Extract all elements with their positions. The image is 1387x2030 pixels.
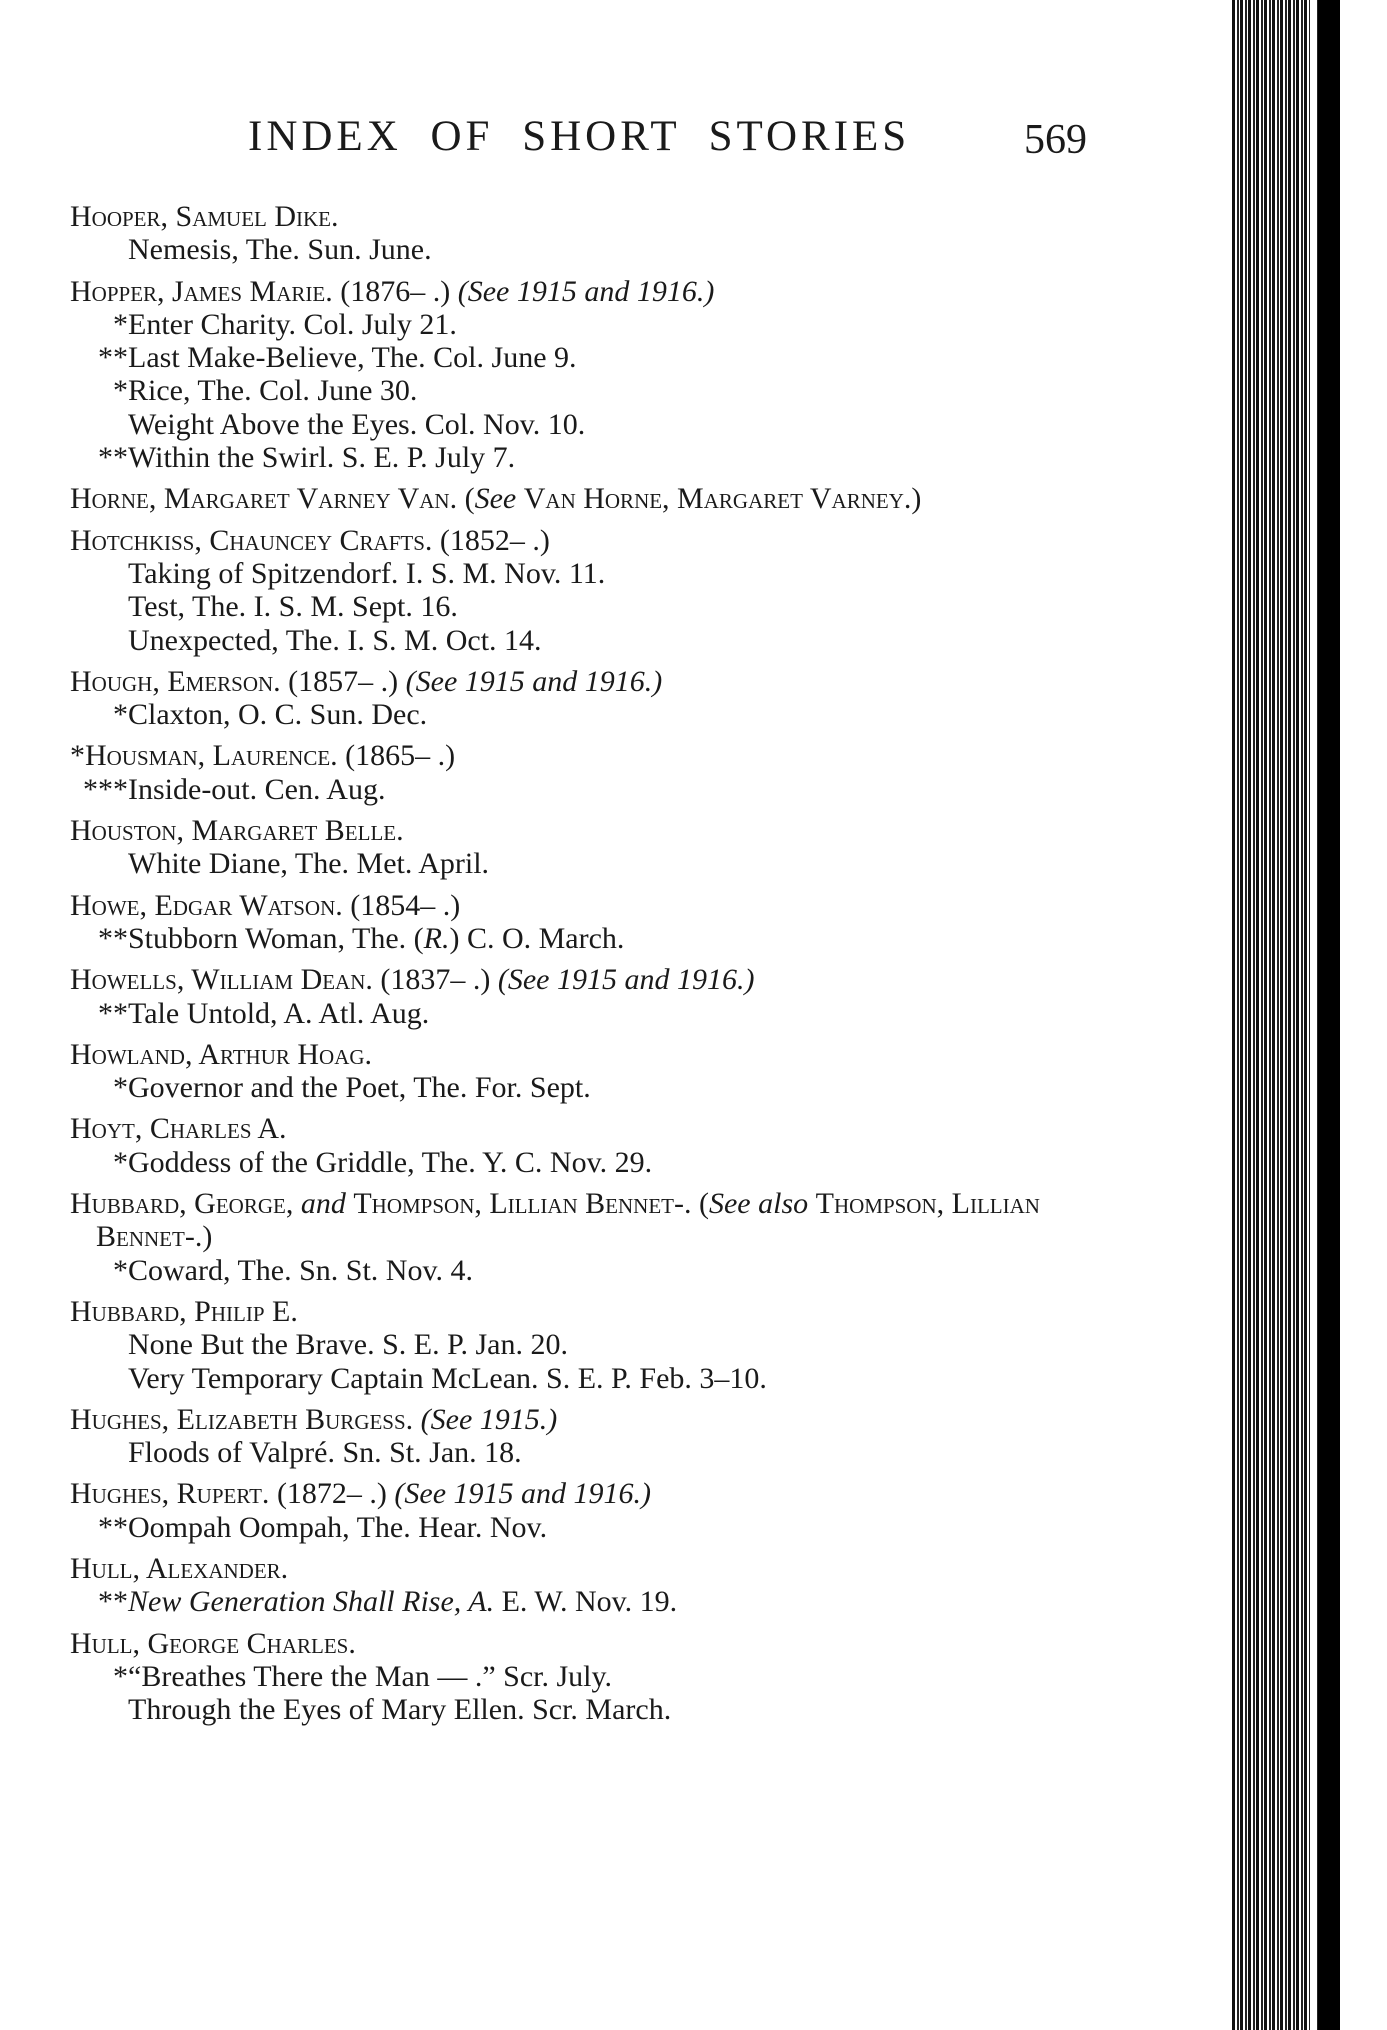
author-segment: Thompson, Lillian Bennet-. (353, 1187, 692, 1221)
author-segment: Hooper, Samuel Dike. (70, 200, 339, 233)
title-segment: Oompah Oompah, The. Hear. Nov. (128, 1510, 548, 1544)
index-entry (70, 739, 1110, 806)
author-segment: Thompson, Lillian Bennet-. (96, 1187, 1040, 1254)
rating-stars: *** (83, 772, 128, 806)
author-segment: (1837– .) (372, 963, 498, 997)
story-title (70, 1362, 1110, 1395)
story-title (70, 922, 1110, 955)
author-segment: (See 1915 and 1916.) (457, 274, 715, 308)
author-segment: See also (708, 1187, 809, 1221)
story-title (70, 773, 1110, 806)
index-entry (70, 963, 1110, 1030)
story-title (70, 441, 1110, 474)
title-segment: Within the Swirl. S. E. P. July 7. (128, 441, 516, 475)
index-entry (70, 1187, 1110, 1287)
author-segment: (See 1915 and 1916.) (405, 664, 663, 698)
title-segment: “Breathes There the Man — .” Scr. July. (128, 1659, 613, 1693)
author-line (70, 739, 1110, 772)
rating-stars: * (113, 1253, 128, 1287)
title-segment: Stubborn Woman, The. ( (128, 921, 424, 955)
title-segment: Test, The. I. S. M. Sept. 16. (128, 590, 458, 624)
author-segment: Hubbard, Philip E. (70, 1294, 298, 1328)
author-segment: Hughes, Elizabeth Burgess. (70, 1402, 414, 1436)
author-segment: Houston, Margaret Belle. (70, 814, 404, 848)
page-edge-dark (1318, 0, 1340, 2030)
author-segment: Hubbard, George, (70, 1187, 294, 1221)
author-segment: Hull, Alexander. (70, 1551, 289, 1585)
story-title (70, 624, 1110, 657)
rating-stars: * (113, 1145, 128, 1179)
title-segment: Weight Above the Eyes. Col. Nov. 10. (128, 407, 586, 441)
index-entry (70, 814, 1110, 881)
author-segment: (See 1915 and 1916.) (497, 963, 755, 997)
story-title (70, 847, 1110, 880)
index-entry (70, 1552, 1110, 1619)
title-segment: Rice, The. Col. June 30. (128, 374, 418, 408)
title-segment: Nemesis, The. Sun. June. (128, 233, 432, 267)
author-line (70, 1295, 1110, 1328)
rating-stars: ** (98, 441, 128, 475)
story-title (70, 374, 1110, 407)
story-title (70, 1511, 1110, 1544)
title-segment: Taking of Spitzendorf. I. S. M. Nov. 11. (128, 556, 606, 590)
rating-stars: * (113, 307, 128, 341)
author-segment: (1857– .) (280, 664, 406, 698)
index-entry (70, 200, 1110, 267)
author-line (70, 814, 1110, 847)
author-segment: Horne, Margaret Varney Van. (70, 482, 458, 516)
author-segment (516, 482, 524, 515)
title-segment: New Generation Shall Rise, A. (128, 1585, 495, 1619)
rating-stars: ** (98, 341, 128, 375)
author-segment: ( (457, 482, 475, 516)
index-entries (70, 200, 1110, 1734)
story-title (70, 1660, 1110, 1693)
index-entry (70, 1477, 1110, 1544)
title-segment: Enter Charity. Col. July 21. (128, 307, 457, 341)
author-line (70, 1112, 1110, 1145)
title-segment: Coward, The. Sn. St. Nov. 4. (128, 1253, 473, 1287)
index-entry (70, 665, 1110, 732)
author-segment: Hoyt, Charles A. (70, 1112, 287, 1146)
author-line (70, 889, 1110, 922)
index-entry (70, 1112, 1110, 1179)
author-segment: (1865– .) (337, 739, 456, 773)
author-segment: Housman, Laurence. (85, 739, 338, 773)
story-title (70, 1328, 1110, 1361)
author-segment: Howe, Edgar Watson. (70, 888, 343, 922)
author-segment: Howland, Arthur Hoag. (70, 1037, 373, 1071)
author-line (70, 482, 1110, 515)
author-segment: (1854– .) (342, 888, 461, 922)
story-title (70, 1436, 1110, 1469)
author-line (70, 200, 1110, 233)
author-line (70, 1187, 1110, 1254)
title-segment: E. W. Nov. 19. (494, 1585, 678, 1619)
index-entry (70, 1403, 1110, 1470)
title-segment: R. (423, 921, 450, 955)
author-segment: Hull, George Charles. (70, 1626, 356, 1660)
author-segment: ) (202, 1220, 213, 1254)
author-segment: (1852– .) (432, 523, 550, 557)
title-segment: Inside-out. Cen. Aug. (128, 772, 386, 806)
title-segment: Unexpected, The. I. S. M. Oct. 14. (128, 623, 542, 657)
author-line (70, 1627, 1110, 1660)
story-title (70, 997, 1110, 1030)
title-segment: ) C. O. March. (449, 921, 625, 955)
title-segment: Claxton, O. C. Sun. Dec. (128, 698, 428, 732)
story-title (70, 1693, 1110, 1726)
author-segment: Howells, William Dean. (70, 963, 373, 997)
author-segment (413, 1403, 421, 1436)
author-segment (293, 1187, 301, 1220)
story-title (70, 233, 1110, 266)
rating-stars: * (113, 1071, 128, 1105)
story-title (70, 1585, 1110, 1618)
title-segment: White Diane, The. Met. April. (128, 847, 490, 881)
index-entry (70, 1627, 1110, 1727)
title-segment: Tale Untold, A. Atl. Aug. (128, 996, 430, 1030)
author-segment: (See 1915 and 1916.) (394, 1477, 652, 1511)
author-line (70, 524, 1110, 557)
story-title (70, 1071, 1110, 1104)
author-segment: Hotchkiss, Chauncey Crafts. (70, 523, 433, 557)
author-segment: (See 1915.) (420, 1402, 558, 1436)
author-segment: (1876– .) (332, 274, 458, 308)
author-line (70, 1403, 1110, 1436)
story-title (70, 1254, 1110, 1287)
author-segment: Hughes, Rupert. (70, 1477, 270, 1511)
title-segment: None But the Brave. S. E. P. Jan. 20. (128, 1328, 568, 1362)
index-entry (70, 1295, 1110, 1395)
author-segment: Van Horne, Margaret Varney. (523, 482, 912, 516)
title-segment: Goddess of the Griddle, The. Y. C. Nov. 29. (128, 1145, 653, 1179)
index-entry (70, 1038, 1110, 1105)
story-title (70, 590, 1110, 623)
title-segment: Governor and the Poet, The. For. Sept. (128, 1071, 591, 1105)
index-entry (70, 275, 1110, 475)
story-title (70, 408, 1110, 441)
story-title (70, 698, 1110, 731)
author-segment: (1872– .) (269, 1477, 395, 1511)
author-segment: Hopper, James Marie. (70, 274, 333, 308)
page-header (0, 112, 1387, 172)
running-title: INDEX OF SHORT STORIES (248, 113, 911, 160)
author-segment (808, 1187, 816, 1220)
author-line (70, 1038, 1110, 1071)
index-entry (70, 482, 1110, 515)
author-line (70, 275, 1110, 308)
index-entry (70, 524, 1110, 657)
title-segment: Through the Eyes of Mary Ellen. Scr. March. (128, 1693, 672, 1727)
author-segment: * (70, 739, 85, 773)
title-segment: Last Make-Believe, The. Col. June 9. (128, 341, 577, 375)
story-title (70, 557, 1110, 590)
rating-stars: ** (98, 1510, 128, 1544)
rating-stars: * (113, 698, 128, 732)
author-line (70, 665, 1110, 698)
author-segment: Hough, Emerson. (70, 664, 281, 698)
author-line (70, 963, 1110, 996)
page-edge-gap (1310, 0, 1315, 2030)
index-entry (70, 889, 1110, 956)
rating-stars: ** (98, 921, 128, 955)
rating-stars: ** (98, 1585, 128, 1619)
author-line (70, 1477, 1110, 1510)
story-title (70, 1146, 1110, 1179)
page-number: 569 (1024, 117, 1087, 163)
story-title (70, 308, 1110, 341)
rating-stars: * (113, 374, 128, 408)
rating-stars: * (113, 1659, 128, 1693)
rating-stars: ** (98, 996, 128, 1030)
author-segment: and (300, 1187, 346, 1221)
author-segment: ( (691, 1187, 709, 1221)
title-segment: Floods of Valpré. Sn. St. Jan. 18. (128, 1436, 522, 1470)
author-segment: See (474, 482, 517, 516)
author-segment: ) (911, 482, 922, 516)
title-segment: Very Temporary Captain McLean. S. E. P. Feb. 3–10. (128, 1361, 767, 1395)
author-line (70, 1552, 1110, 1585)
story-title (70, 341, 1110, 374)
